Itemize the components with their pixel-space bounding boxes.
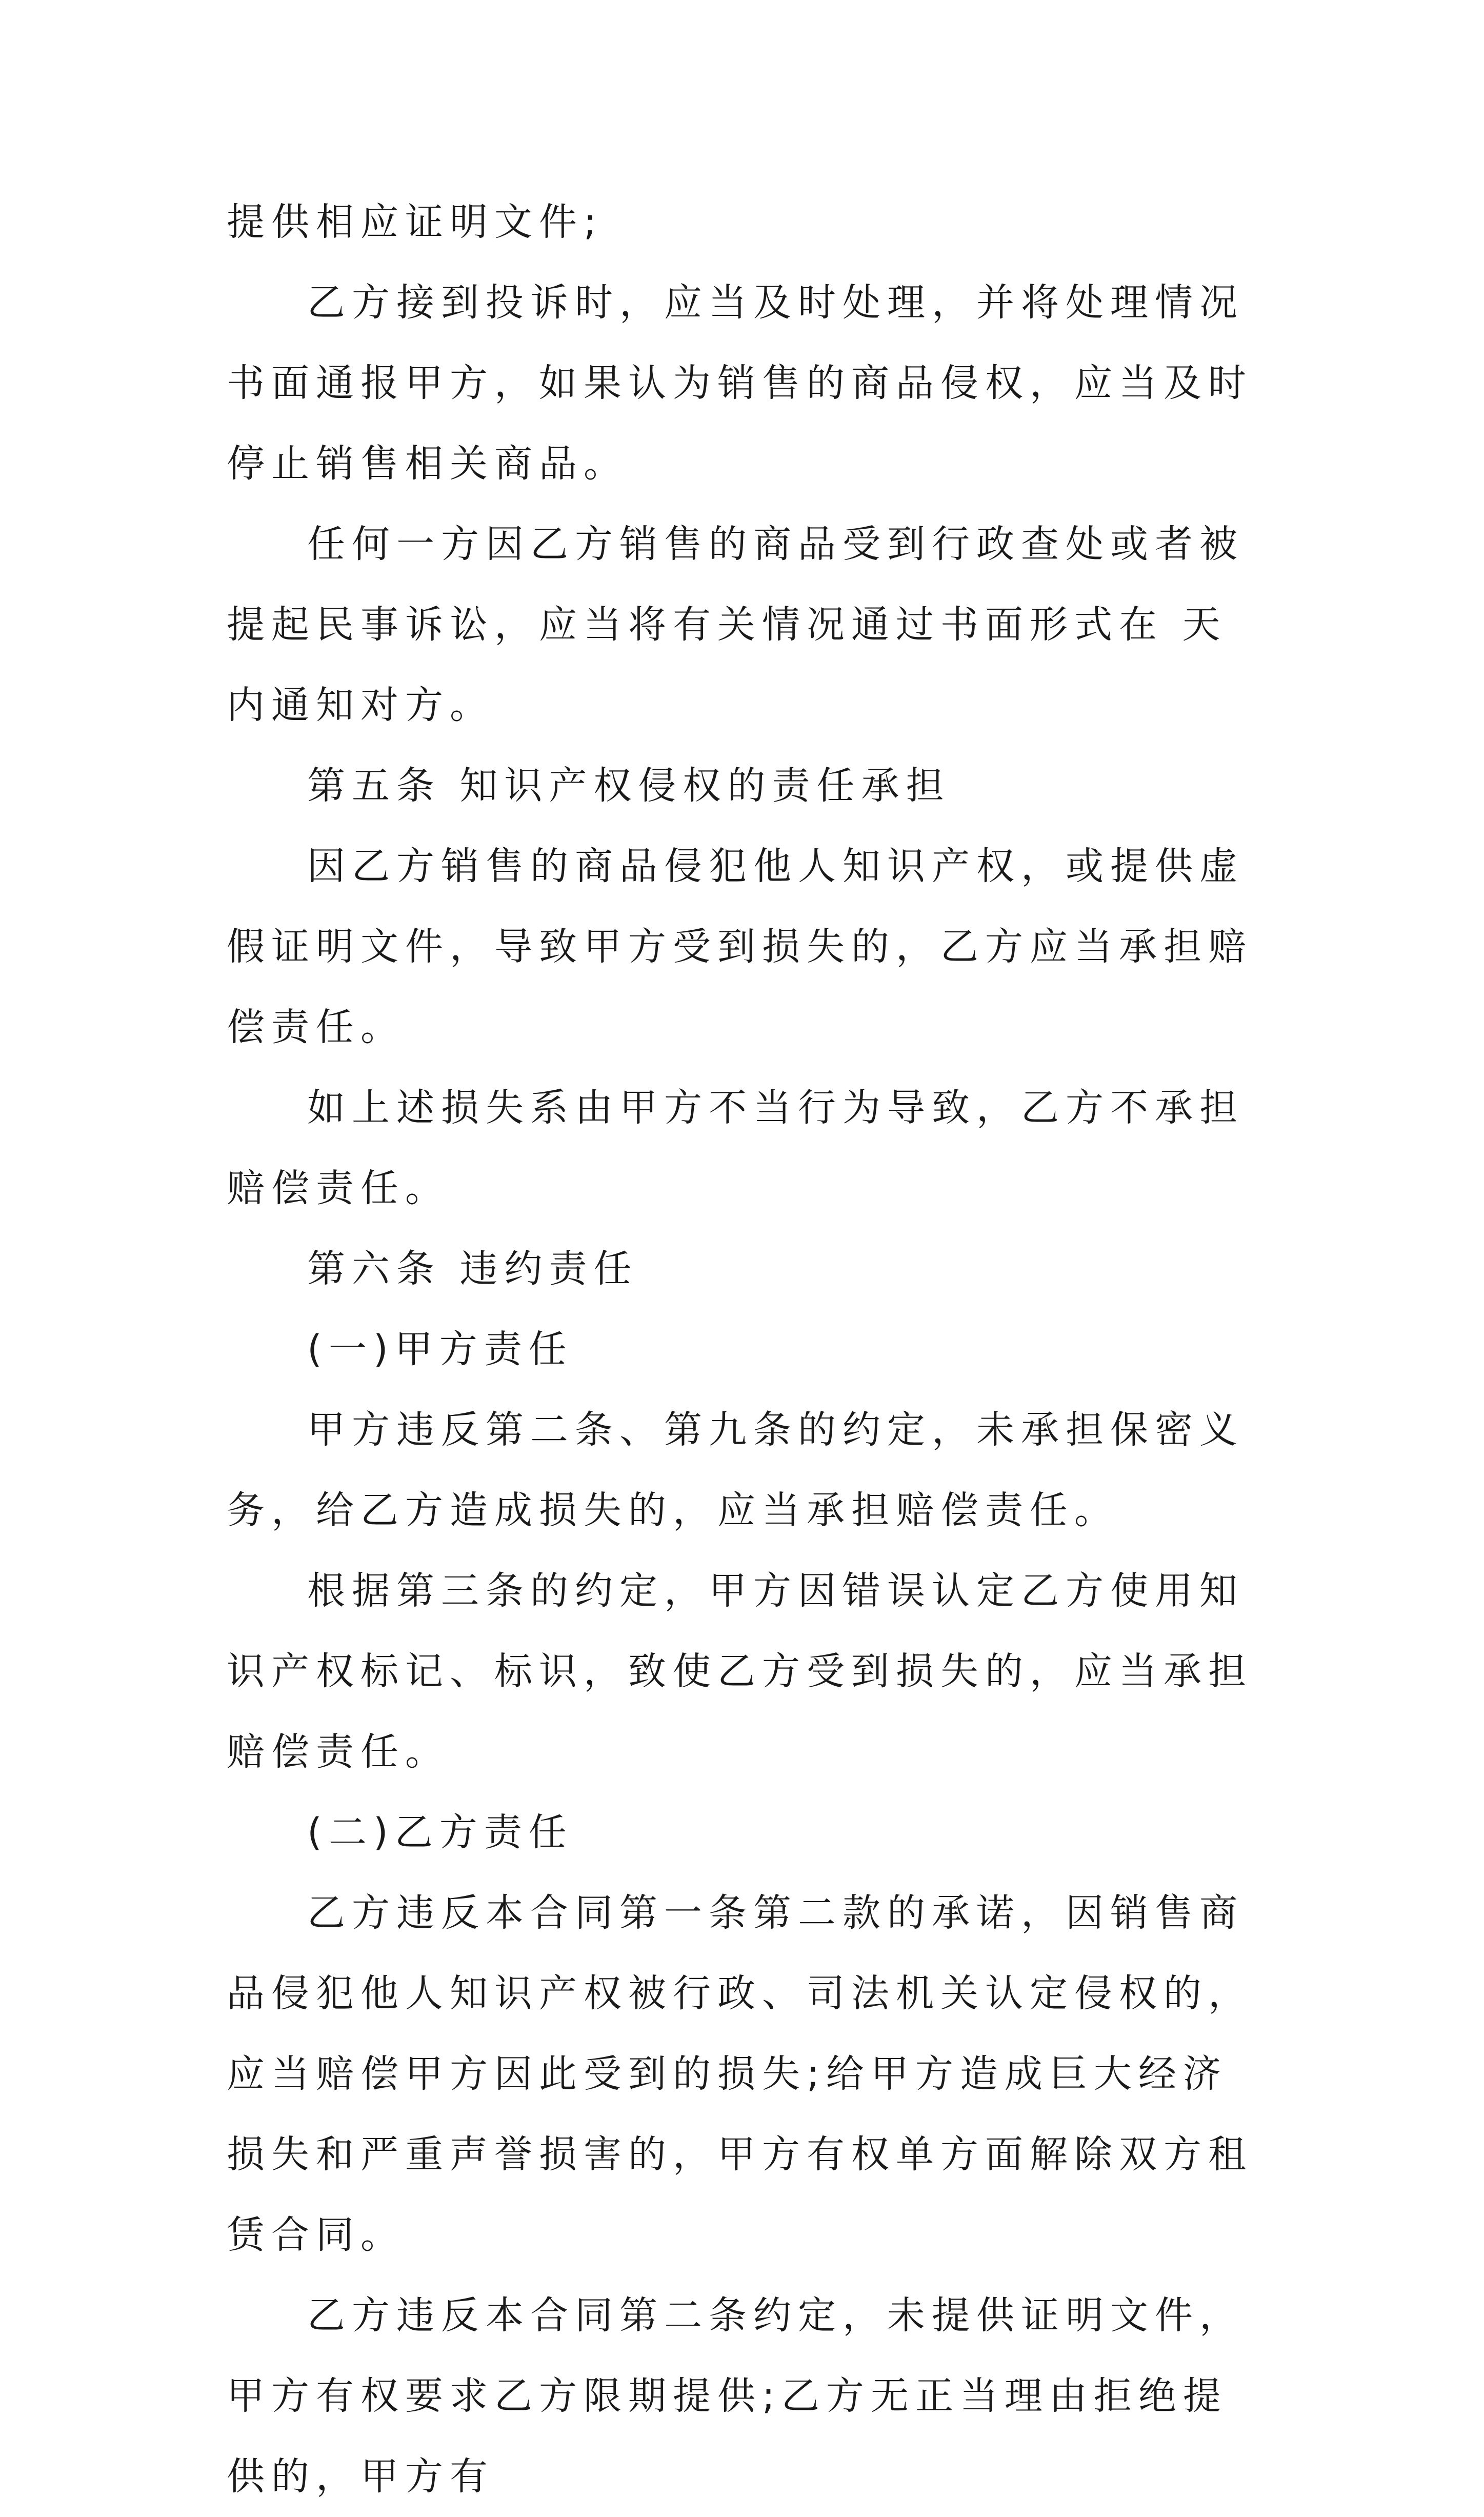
document-body: [227, 182, 1268, 2517]
section-heading-article-5: 第五条 知识产权侵权的责任承担: [307, 764, 951, 808]
paragraph: 根据第三条的约定，甲方因错误认定乙方使用知识产权标记、标识，致使乙方受到损失的，应当承担赔偿责任。: [227, 1569, 1253, 1774]
paragraph: 任何一方因乙方销售的商品受到行政查处或者被提起民事诉讼，应当将有关情况通过书面形式在 天内通知对方。: [227, 522, 1244, 727]
paragraph: 乙方违反本合同第二条约定，未提供证明文件，甲方有权要求乙方限期提供;乙方无正当理由拒绝提供的，甲方有: [227, 2293, 1244, 2499]
paragraph: 因乙方销售的商品侵犯他人知识产权，或提供虚假证明文件，导致甲方受到损失的，乙方应当承担赔偿责任。: [227, 844, 1253, 1049]
paragraph: 甲方违反第二条、第九条的约定，未承担保密义务，给乙方造成损失的，应当承担赔偿责任。: [227, 1408, 1244, 1532]
section-heading-article-6: 第六条 违约责任: [307, 1247, 638, 1291]
paragraph: 乙方违反本合同第一条第二款的承诺，因销售商品侵犯他人知识产权被行政、司法机关认定侵权的，应当赔偿甲方因此受到的损失;给甲方造成巨大经济损失和严重声誉损害的，甲方有权单方面解除双方租赁合同。: [227, 1891, 1253, 2257]
paragraph: 提供相应证明文件;: [227, 200, 603, 244]
subsection-heading-party-b: (二)乙方责任: [307, 1810, 573, 1854]
paragraph: 如上述损失系由甲方不当行为导致，乙方不承担赔偿责任。: [227, 1086, 1244, 1210]
subsection-heading-party-a: (一)甲方责任: [307, 1327, 573, 1371]
paragraph: 乙方接到投诉时，应当及时处理，并将处理情况书面通报甲方，如果认为销售的商品侵权，应当及时停止销售相关商品。: [227, 281, 1253, 486]
